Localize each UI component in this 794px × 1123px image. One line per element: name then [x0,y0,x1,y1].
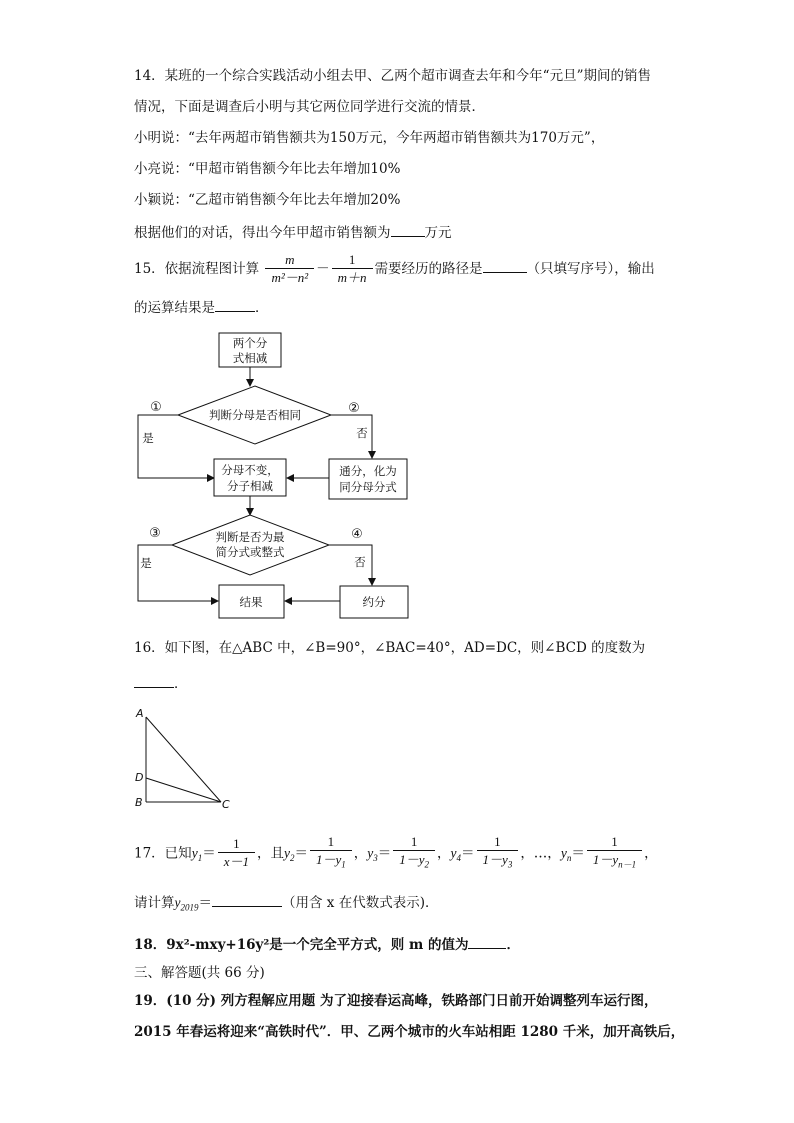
subscript: 2 [424,859,430,870]
q19-line2: 2015 年春运将迎来“高铁时代”．甲、乙两个城市的火车站相距 1280 千米，加开高铁后， [134,1024,685,1040]
q18-line [134,934,520,955]
flow-step-same-text-2: 分子相减 [227,479,273,493]
q17-line2 [134,892,438,918]
subscript: 4 [456,852,462,863]
q17-mid: ，且 [256,845,284,862]
comma: ， [353,845,368,862]
q14-line4: 小亮说：“甲超市销售额今年比去年增加10% [134,161,401,177]
q15-post: （只填写序号），输出 [526,261,655,277]
flow-decision-2-text-1: 判断是否为最 [215,530,285,544]
q14-line5: 小颖说：“乙超市销售额今年比去年增加20% [134,192,401,208]
flow-circle-1: ① [150,400,162,415]
q16-line1: 16．如下图，在△ABC 中，∠B=90°，∠BAC=40°，AD=DC，则∠BCD 的度数为 [134,640,646,656]
q15-minus: － [316,261,330,277]
flow-result-text: 结果 [239,595,263,609]
equals: ＝ [198,895,212,911]
flow-yes-label-2: 是 [140,556,152,570]
subscript: 1 [197,852,203,863]
subscript: n [566,852,572,863]
q17-fraction-2 [310,834,352,874]
equals: ＝ [202,845,216,862]
answer-blank [212,892,282,907]
frac-num: 1 [410,834,418,849]
equals: ＝ [461,845,475,862]
var-y: y [450,845,457,861]
flow-circle-4: ④ [351,527,363,542]
flow-step-diff-text-1: 通分，化为 [339,464,397,478]
frac-num: 1 [494,834,501,849]
q17-fraction-n [587,834,642,874]
frac-num: 1 [611,834,618,849]
subscript: 2 [289,852,295,863]
label-a: A [136,707,144,720]
q14-line6-post: 万元 [424,225,452,241]
equals: ＝ [294,845,308,862]
var-y: y [560,845,567,861]
side-ac [146,717,221,802]
q17-fraction-4 [477,834,519,874]
frac-den: 1－y [482,852,508,867]
q15-frac1-den: m²－n² [265,268,314,287]
q14-line6-pre: 根据他们的对话，得出今年甲超市销售额为 [134,225,391,241]
subscript: 3 [373,852,378,863]
q15-frac1-num: m [285,252,295,267]
q17-line2-post: （用含 x 在代数式表示)． [282,895,439,911]
flow-circle-2: ② [348,401,360,416]
equals: ＝ [571,845,585,862]
q15-line2-pre: 的运算结果是 [134,300,215,316]
flow-circle-3: ③ [149,526,161,541]
q17-fraction-1 [218,836,255,871]
q15-mid: 需要经历的路径是 [374,261,483,277]
flow-no-label-1: 否 [356,426,368,440]
var-y: y [191,845,198,861]
q16-line2 [134,673,188,694]
subscript: 1 [341,859,346,870]
subscript: 3 [507,859,513,870]
comma: ， [644,845,658,862]
frac-den: 1－y [399,852,425,867]
q19-line1: 19．(10 分) 列方程解应用题 为了迎接春运高峰，铁路部门日前开始调整列车运行图， [134,993,658,1009]
q18-post: ． [506,937,520,953]
q17-pre: 17．已知 [134,845,192,862]
q15-frac2-num: 1 [348,252,356,267]
label-b: B [135,796,143,809]
flow-decision-2-text-2: 简分式或整式 [215,545,285,559]
q15-pre: 15．依据流程图计算 [134,261,260,277]
frac-den: 1－y [315,852,342,867]
q14-line3: 小明说：“去年两超市销售额共为150万元，今年两超市销售额共为170万元”， [134,130,605,146]
frac-num: 1 [233,836,240,852]
subscript: n－1 [618,859,637,870]
q15-line2-post: ． [255,300,269,316]
q18-pre: 18．9x²-mxy+16y²是一个完全平方式，则 m 的值为 [134,937,469,953]
q17-fraction-3 [393,834,435,874]
q17-line2-pre: 请计算 [134,895,175,911]
comma: ， [437,845,451,862]
q17-line1 [134,834,658,876]
var-y: y [283,845,290,861]
flow-start-text-2: 式相减 [232,351,268,365]
frac-den: 1－y [592,852,619,867]
answer-blank [468,934,506,949]
section-heading: 三、解答题(共 66 分) [134,965,265,981]
equals: ＝ [377,845,392,862]
label-d: D [135,771,144,784]
triangle-figure [146,717,221,802]
frac-num: 1 [327,834,335,849]
q14-line1: 14．某班的一个综合实践活动小组去甲、乙两个超市调查去年和今年“元旦”期间的销售 [134,68,651,84]
flow-reduce-text: 约分 [362,595,386,609]
flow-yes-label-1: 是 [142,431,154,445]
q14-line2: 情况，下面是调查后小明与其它两位同学进行交流的情景． [134,99,485,115]
answer-blank [134,673,174,688]
var-y: y [174,895,181,910]
q16-line2-post: ． [174,676,188,692]
flow-decision-1-text: 判断分母是否相同 [209,408,301,422]
ellipsis: ，…， [520,845,561,862]
flow-no-label-2: 否 [354,555,366,569]
flow-step-same-text-1: 分母不变， [221,463,279,477]
flow-step-diff-text-2: 同分母分式 [339,480,397,494]
flow-start-text-1: 两个分 [232,336,268,350]
label-c: C [222,798,230,811]
subscript: 2019 [180,902,199,913]
q15-frac2-den: m＋n [332,268,373,287]
var-y: y [367,845,374,861]
frac-den: x－1 [218,852,255,871]
